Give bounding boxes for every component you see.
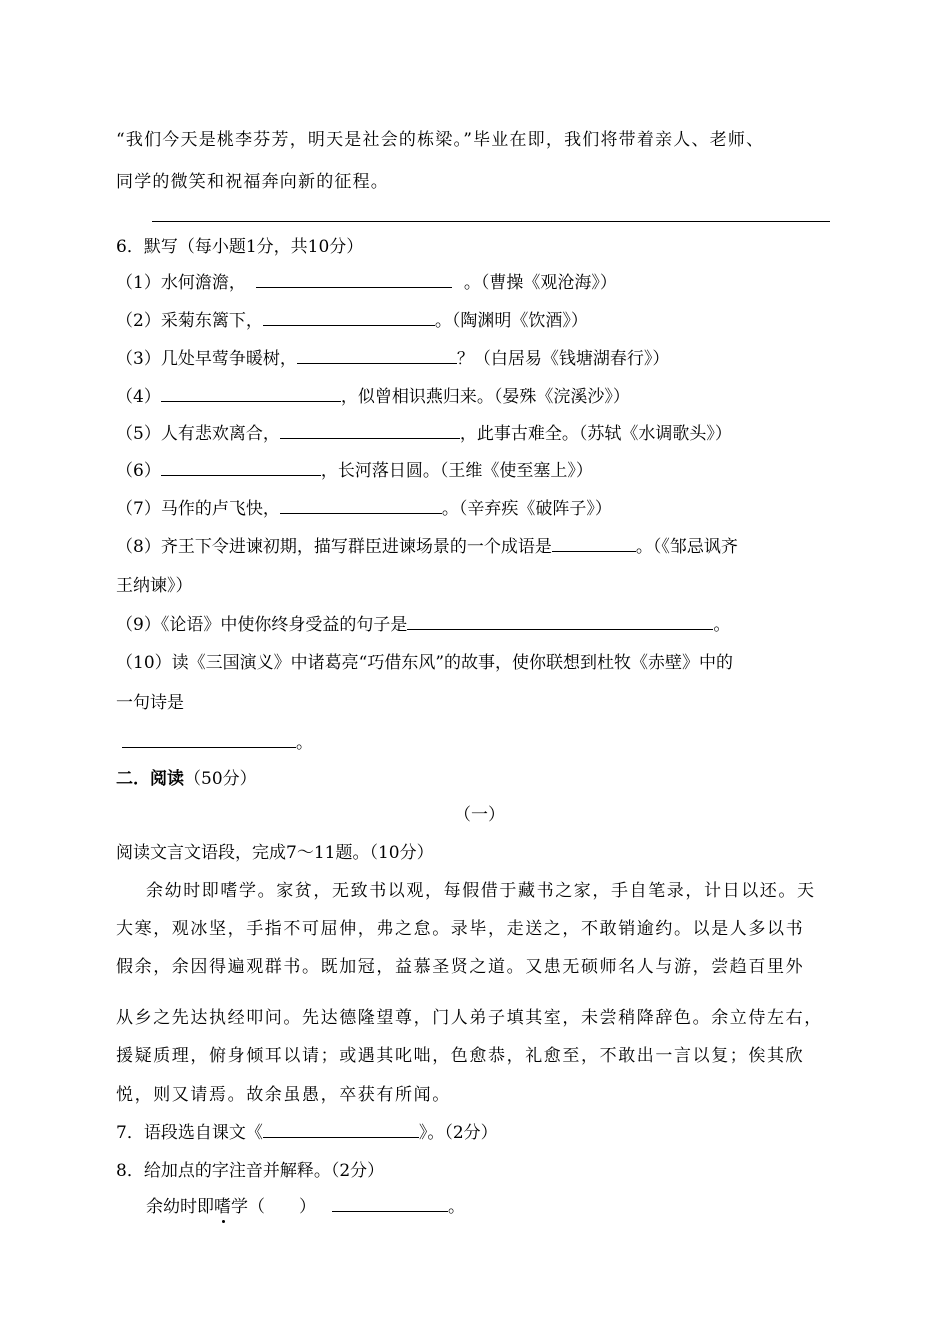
section-2-heading [116, 764, 257, 789]
fill-blank[interactable] [280, 499, 442, 514]
item-text: （8）齐王下令进谏初期，描写群臣进谏场景的一个成语是 [116, 537, 552, 557]
fill-blank[interactable] [332, 1197, 448, 1212]
item-text: （2）采菊东篱下， [116, 311, 263, 331]
item-source: 。（曹操《观沧海》） [463, 273, 617, 293]
question-8-item [146, 1192, 465, 1217]
fill-blank[interactable] [280, 424, 460, 439]
item-source: ，长河落日圆。（王维《使至塞上》） [320, 461, 593, 481]
q6-title: 6．默写（每小题1分，共10分） [116, 237, 364, 257]
q6-item-1 [116, 268, 617, 293]
answer-line [152, 221, 830, 222]
item-source: 。（《邹忌讽齐 [635, 537, 738, 557]
item-end: 。 [296, 733, 313, 753]
item-text: （7）马作的卢飞快， [116, 499, 280, 519]
question-7 [116, 1118, 498, 1143]
section-points: （50分） [184, 769, 257, 789]
item-points: 》。（2分） [418, 1123, 498, 1143]
fill-blank[interactable] [263, 1123, 419, 1138]
q6-item-10-answer [122, 728, 313, 753]
item-text: （9）《论语》中使你终身受益的句子是 [116, 615, 408, 635]
q6-item-7 [116, 494, 612, 519]
fill-blank[interactable] [297, 349, 457, 364]
passage-line-1: 余幼时即嗜学。家贫，无致书以观，每假借于藏书之家，手自笔录，计日以还。天 [146, 881, 816, 901]
passage-line-6: 悦，则又请焉。故余虽愚，卒获有所闻。 [116, 1085, 451, 1105]
fill-blank[interactable] [407, 615, 713, 630]
fill-blank[interactable] [263, 311, 435, 326]
part-number: （一） [454, 805, 505, 825]
item-source: 。（陶渊明《饮酒》） [434, 311, 588, 331]
item-source: ，此事古难全。（苏轼《水调歌头》） [459, 424, 732, 444]
q6-item-8 [116, 532, 738, 557]
passage-line-4: 从乡之先达执经叩问。先达德隆望尊，门人弟子填其室，未尝稍降辞色。余立侍左右， [116, 1008, 823, 1028]
item-end: 。 [713, 615, 731, 635]
item-text: （1）水何澹澹， [116, 273, 246, 293]
q6-item-6 [116, 456, 593, 481]
item-source: ？（白居易《钱塘湖春行》） [456, 349, 670, 369]
item-text: （3）几处早莺争暖树， [116, 349, 297, 369]
item-text: （6） [116, 461, 161, 481]
item-source: ，似曾相识燕归来。（晏殊《浣溪沙》） [340, 387, 630, 407]
fill-blank[interactable] [552, 537, 636, 552]
reading-instruction: 阅读文言文语段，完成7～11题。（10分） [116, 843, 434, 863]
item-text: 学（ ） [231, 1197, 316, 1217]
q6-item-5 [116, 419, 732, 444]
q6-item-3 [116, 344, 669, 369]
fill-blank[interactable] [161, 461, 321, 476]
fill-blank[interactable] [122, 733, 296, 748]
q6-item-8-cont: 王纳谏》） [116, 576, 193, 596]
item-text: 7．语段选自课文《 [116, 1123, 263, 1143]
item-source: 。（辛弃疾《破阵子》） [441, 499, 612, 519]
section-title: 二．阅读 [116, 769, 184, 789]
q6-item-9 [116, 610, 730, 635]
intro-line-1: “我们今天是桃李芬芳，明天是社会的栋梁。”毕业在即，我们将带着亲人、老师、 [116, 130, 765, 150]
fill-blank[interactable] [161, 387, 341, 402]
item-text: （5）人有悲欢离合， [116, 424, 280, 444]
q6-item-4 [116, 382, 630, 407]
passage-line-3: 假余，余因得遍观群书。既加冠，益慕圣贤之道。又患无硕师名人与游，尝趋百里外 [116, 957, 805, 977]
question-8: 8．给加点的字注音并解释。（2分） [116, 1161, 385, 1181]
passage-line-2: 大寒，观冰坚，手指不可屈伸，弗之怠。录毕，走送之，不敢销逾约。以是人多以书 [116, 919, 805, 939]
q6-item-2 [116, 306, 588, 331]
q6-item-10: （10）读《三国演义》中诸葛亮“巧借东风”的故事，使你联想到杜牧《赤壁》中的 [116, 653, 734, 673]
item-text: （4） [116, 387, 161, 407]
dotted-character: 嗜 [214, 1197, 231, 1217]
intro-line-2: 同学的微笑和祝福奔向新的征程。 [116, 172, 389, 192]
item-text: 余幼时即 [146, 1197, 214, 1217]
fill-blank[interactable] [256, 273, 452, 288]
item-end: 。 [448, 1197, 465, 1217]
q6-item-10-cont: 一句诗是 [116, 693, 184, 713]
passage-line-5: 援疑质理，俯身倾耳以请；或遇其叱咄，色愈恭，礼愈至，不敢出一言以复；俟其欣 [116, 1046, 805, 1066]
